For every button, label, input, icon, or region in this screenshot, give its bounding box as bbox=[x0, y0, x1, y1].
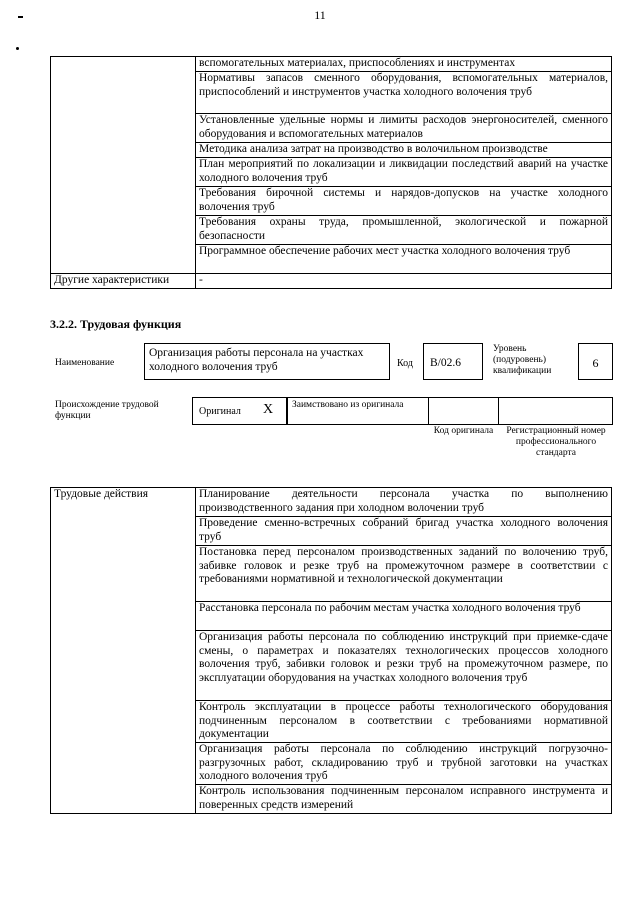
code-value: B/02.6 bbox=[430, 357, 461, 369]
table-cell: План мероприятий по локализации и ликвидации последствий аварий на участке холодного волочения труб bbox=[196, 158, 612, 187]
table-cell: Нормативы запасов сменного оборудования, вспомогательных материалов, приспособлений и инструментов участка холодного волочения труб bbox=[196, 72, 612, 114]
knowledge-table bbox=[50, 56, 612, 289]
table-row bbox=[51, 488, 612, 517]
table-cell: Организация работы персонала по соблюдению инструкций погрузочно-разгрузочных работ, складированию труб и трубной заготовки на участках холодного волочения труб bbox=[196, 743, 612, 785]
table-row bbox=[51, 57, 612, 72]
reg-number-box bbox=[498, 397, 613, 425]
table-cell: Требования бирочной системы и нарядов-допусков на участке холодного волочения труб bbox=[196, 187, 612, 216]
table-cell: Расстановка персонала по рабочим местам участка холодного волочения труб bbox=[196, 602, 612, 631]
table-cell: Постановка перед персоналом производственных заданий по волочению труб, забивке головок и резке труб на промежуточном размере в соответствии с требованиями нормативной и технологической документации bbox=[196, 546, 612, 602]
qualification-level-label: Уровень (подуровень) квалификации bbox=[493, 344, 552, 376]
table-cell: Контроль эксплуатации в процессе работы технологического оборудования подчиненным персоналом в соответствии с требованиями нормативной документации bbox=[196, 701, 612, 743]
table-cell: Требования охраны труда, промышленной, экологической и пожарной безопасности bbox=[196, 216, 612, 245]
table-cell: Установленные удельные нормы и лимиты расходов энергоносителей, сменного оборудования и вспомогательных материалов bbox=[196, 114, 612, 143]
origin-label: Происхождение трудовой функции bbox=[55, 400, 159, 421]
table-row bbox=[51, 274, 612, 289]
other-characteristics-value: - bbox=[196, 274, 612, 289]
code-label: Код bbox=[397, 358, 413, 369]
labour-actions-label: Трудовые действия bbox=[51, 488, 196, 814]
table-cell: Программное обеспечение рабочих мест участка холодного волочения труб bbox=[196, 245, 612, 274]
labour-actions-table bbox=[50, 487, 612, 814]
borrowed-label: Заимствовано из оригинала bbox=[292, 400, 404, 410]
original-mark: X bbox=[263, 402, 274, 417]
function-name-box bbox=[144, 343, 390, 380]
code-original-box bbox=[428, 397, 499, 425]
table-cell: Планирование деятельности персонала участка по выполнению производственного задания при холодном волочении труб bbox=[196, 488, 612, 517]
scan-mark bbox=[18, 16, 23, 18]
table-cell: Организация работы персонала по соблюдению инструкций при приемке-сдаче смены, о параметрах и показателях технологических процессов холодного волочения труб, забивки головок и резки труб на промежуточном размере, по эксплуатации оборудования на участках холодного волочения труб bbox=[196, 631, 612, 701]
scan-mark bbox=[16, 47, 19, 50]
code-original-caption: Код оригинала bbox=[433, 426, 494, 436]
code-box bbox=[423, 343, 483, 380]
table-cell: Методика анализа затрат на производство в волочильном производстве bbox=[196, 143, 612, 158]
page-number: 11 bbox=[314, 8, 326, 22]
table-label-cell bbox=[51, 57, 196, 274]
name-label: Наименование bbox=[55, 358, 115, 368]
function-name-value: Организация работы персонала на участках холодного волочения труб bbox=[149, 347, 364, 373]
reg-number-caption: Регистрационный номер профессионального стандарта bbox=[506, 426, 606, 458]
other-characteristics-label: Другие характеристики bbox=[51, 274, 196, 289]
original-box bbox=[192, 397, 287, 425]
level-value: 6 bbox=[592, 356, 599, 370]
table-cell: вспомогательных материалах, приспособлениях и инструментах bbox=[196, 57, 612, 72]
level-box bbox=[578, 343, 613, 380]
section-title: 3.2.2. Трудовая функция bbox=[50, 317, 182, 331]
table-cell: Контроль использования подчиненным персоналом исправного инструмента и поверенных средств измерений bbox=[196, 785, 612, 814]
table-cell: Проведение сменно-встречных собраний бригад участка холодного волочения труб bbox=[196, 517, 612, 546]
borrowed-box bbox=[287, 397, 429, 425]
original-label: Оригинал bbox=[199, 406, 241, 417]
